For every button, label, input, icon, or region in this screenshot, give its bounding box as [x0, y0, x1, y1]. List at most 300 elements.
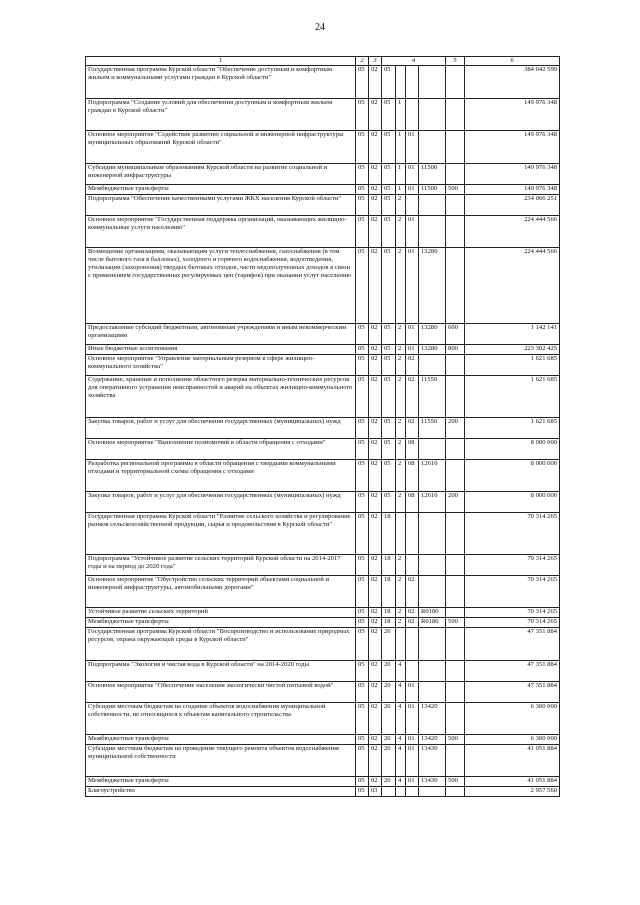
row-section: 05: [356, 131, 369, 164]
row-subsection: 02: [369, 164, 382, 185]
row-name: Основное мероприятие "Содействие развитию социальной и инженерной инфраструктуры муниципальных образований Курской области": [86, 131, 356, 164]
row-amount: 149 976 348: [465, 131, 560, 164]
row-subsection: 02: [369, 608, 382, 618]
row-subsection: 02: [369, 703, 382, 735]
row-direction: 13430: [419, 745, 446, 777]
row-section: 05: [356, 345, 369, 355]
row-expense-type: [446, 439, 465, 460]
row-program: 18: [382, 618, 396, 628]
row-program: 20: [382, 745, 396, 777]
row-activity: 02: [406, 576, 419, 608]
row-amount: 47 351 884: [465, 661, 560, 682]
table-row: [86, 99, 560, 131]
row-name: Межбюджетные трансферты: [86, 618, 356, 628]
row-program: 20: [382, 703, 396, 735]
row-program: 05: [382, 164, 396, 185]
row-name: Межбюджетные трансферты: [86, 185, 356, 195]
row-activity: [406, 661, 419, 682]
row-section: 05: [356, 576, 369, 608]
row-subsection: 02: [369, 618, 382, 628]
row-activity: [406, 628, 419, 661]
table-row: [86, 777, 560, 787]
row-program: 05: [382, 355, 396, 376]
row-expense-type: [446, 682, 465, 703]
row-subprogram: 4: [396, 682, 406, 703]
row-program: 05: [382, 195, 396, 216]
row-amount: 6 300 000: [465, 735, 560, 745]
row-subprogram: [396, 628, 406, 661]
row-subprogram: 2: [396, 418, 406, 439]
table-row: [86, 376, 560, 418]
table-row: [86, 216, 560, 248]
row-expense-type: [446, 460, 465, 492]
row-amount: 1 621 685: [465, 418, 560, 439]
row-program: 05: [382, 324, 396, 345]
row-subprogram: 4: [396, 777, 406, 787]
table-row: [86, 745, 560, 777]
row-program: 20: [382, 735, 396, 745]
row-activity: 01: [406, 682, 419, 703]
row-program: 05: [382, 248, 396, 324]
row-amount: 70 314 265: [465, 513, 560, 555]
row-subsection: 02: [369, 745, 382, 777]
row-direction: 11500: [419, 185, 446, 195]
table-row: [86, 703, 560, 735]
row-direction: 11550: [419, 418, 446, 439]
row-subsection: 02: [369, 131, 382, 164]
row-amount: 234 066 251: [465, 195, 560, 216]
row-amount: 41 051 884: [465, 777, 560, 787]
row-program: 20: [382, 682, 396, 703]
row-direction: [419, 576, 446, 608]
row-section: 05: [356, 513, 369, 555]
row-subprogram: 2: [396, 355, 406, 376]
row-section: 05: [356, 682, 369, 703]
row-activity: [406, 787, 419, 797]
table-row: [86, 418, 560, 439]
row-activity: 08: [406, 460, 419, 492]
row-activity: 01: [406, 216, 419, 248]
row-program: 05: [382, 66, 396, 99]
row-amount: 47 351 884: [465, 628, 560, 661]
table-row: [86, 164, 560, 185]
row-section: 05: [356, 164, 369, 185]
row-amount: 224 444 566: [465, 216, 560, 248]
row-direction: R0180: [419, 608, 446, 618]
row-section: 05: [356, 185, 369, 195]
row-expense-type: [446, 355, 465, 376]
row-name: Предоставление субсидий бюджетным, автономным учреждениям и иным некоммерческим организациям: [86, 324, 356, 345]
row-expense-type: 500: [446, 185, 465, 195]
row-program: 18: [382, 576, 396, 608]
row-subsection: 02: [369, 682, 382, 703]
row-activity: [406, 555, 419, 576]
row-name: Межбюджетные трансферты: [86, 735, 356, 745]
row-direction: [419, 787, 446, 797]
row-section: 05: [356, 418, 369, 439]
row-expense-type: [446, 745, 465, 777]
row-amount: 1 621 685: [465, 355, 560, 376]
row-subprogram: 2: [396, 248, 406, 324]
row-section: 05: [356, 555, 369, 576]
row-expense-type: [446, 787, 465, 797]
table-row: [86, 131, 560, 164]
row-program: 20: [382, 628, 396, 661]
row-section: 05: [356, 99, 369, 131]
row-section: 05: [356, 777, 369, 787]
row-section: 05: [356, 195, 369, 216]
row-subprogram: 2: [396, 608, 406, 618]
row-name: Устойчивое развитие сельских территорий: [86, 608, 356, 618]
row-name: Субсидии местным бюджетам на создание объектов водоснабжения муниципальной собственности, не относящихся к объектам капитального строительства: [86, 703, 356, 735]
table-row: [86, 787, 560, 797]
row-direction: [419, 355, 446, 376]
row-program: 18: [382, 608, 396, 618]
row-expense-type: 600: [446, 324, 465, 345]
header-col-3: 3: [369, 57, 382, 66]
row-program: 05: [382, 376, 396, 418]
row-name: Подпрограмма "Устойчивое развитие сельских территорий Курской области на 2014-2017 годы и на период до 2020 года": [86, 555, 356, 576]
row-expense-type: [446, 608, 465, 618]
row-expense-type: 500: [446, 618, 465, 628]
row-activity: 01: [406, 745, 419, 777]
row-program: 05: [382, 99, 396, 131]
row-subsection: 02: [369, 216, 382, 248]
row-expense-type: [446, 216, 465, 248]
row-direction: [419, 439, 446, 460]
table-row: [86, 661, 560, 682]
row-subprogram: 2: [396, 555, 406, 576]
row-section: 05: [356, 324, 369, 345]
row-name: Субсидии муниципальным образованиям Курской области на развитие социальной и инженерной инфраструктуры: [86, 164, 356, 185]
row-amount: 1 142 141: [465, 324, 560, 345]
row-expense-type: [446, 576, 465, 608]
row-expense-type: 500: [446, 735, 465, 745]
header-col-5: 5: [446, 57, 465, 66]
row-subsection: 02: [369, 345, 382, 355]
row-amount: 6 300 000: [465, 703, 560, 735]
row-amount: 70 314 265: [465, 576, 560, 608]
row-amount: 1 621 685: [465, 376, 560, 418]
row-amount: 2 957 560: [465, 787, 560, 797]
row-section: 05: [356, 628, 369, 661]
row-activity: 01: [406, 324, 419, 345]
row-subprogram: 2: [396, 618, 406, 628]
row-direction: 11500: [419, 164, 446, 185]
row-expense-type: [446, 99, 465, 131]
row-subsection: 02: [369, 735, 382, 745]
row-amount: 8 000 000: [465, 492, 560, 513]
row-direction: 13420: [419, 703, 446, 735]
row-program: 18: [382, 555, 396, 576]
row-activity: 02: [406, 608, 419, 618]
row-subprogram: 1: [396, 131, 406, 164]
row-subprogram: 2: [396, 345, 406, 355]
row-subprogram: 4: [396, 661, 406, 682]
row-subsection: 02: [369, 355, 382, 376]
table-row: [86, 66, 560, 99]
row-subsection: 02: [369, 555, 382, 576]
row-subsection: 02: [369, 418, 382, 439]
row-expense-type: [446, 661, 465, 682]
row-subsection: 02: [369, 376, 382, 418]
row-expense-type: 200: [446, 418, 465, 439]
row-amount: 8 000 000: [465, 439, 560, 460]
row-amount: 41 051 884: [465, 745, 560, 777]
row-section: 05: [356, 376, 369, 418]
table-row: [86, 460, 560, 492]
row-name: Межбюджетные трансферты: [86, 777, 356, 787]
row-program: 05: [382, 131, 396, 164]
row-direction: [419, 216, 446, 248]
row-section: 05: [356, 745, 369, 777]
table-row: [86, 608, 560, 618]
row-name: Субсидии местным бюджетам на проведение текущего ремонта объектов водоснабжения муниципальной собственности: [86, 745, 356, 777]
row-activity: 08: [406, 492, 419, 513]
row-subsection: 02: [369, 185, 382, 195]
row-name: Благоустройство: [86, 787, 356, 797]
table-row: [86, 195, 560, 216]
row-expense-type: [446, 703, 465, 735]
row-name: Государственная программа Курской области "Развитие сельского хозяйства и регулирование рынков сельскохозяйственной продукции, сырья и продовольствия в Курской области": [86, 513, 356, 555]
row-direction: 13280: [419, 345, 446, 355]
row-activity: 01: [406, 131, 419, 164]
row-subsection: 02: [369, 195, 382, 216]
row-expense-type: [446, 66, 465, 99]
header-col-6: 6: [465, 57, 560, 66]
row-subprogram: [396, 513, 406, 555]
row-direction: [419, 99, 446, 131]
row-subprogram: 2: [396, 324, 406, 345]
row-activity: [406, 513, 419, 555]
row-expense-type: 800: [446, 345, 465, 355]
row-direction: 13420: [419, 735, 446, 745]
row-name: Подпрограмма "Создание условий для обеспечения доступным и комфортным жильем граждан в Курской области": [86, 99, 356, 131]
row-subsection: 02: [369, 248, 382, 324]
row-direction: [419, 628, 446, 661]
row-activity: [406, 195, 419, 216]
row-subprogram: 4: [396, 703, 406, 735]
row-expense-type: [446, 513, 465, 555]
row-name: Иные бюджетные ассигнования: [86, 345, 356, 355]
row-program: 05: [382, 216, 396, 248]
row-subsection: 02: [369, 513, 382, 555]
row-name: Государственная программа Курской области "Обеспечение доступным и комфортным жильем и коммунальными услугами граждан в Курской области": [86, 66, 356, 99]
row-direction: [419, 661, 446, 682]
row-expense-type: [446, 248, 465, 324]
table-row: [86, 439, 560, 460]
row-subprogram: 1: [396, 185, 406, 195]
row-subprogram: 4: [396, 735, 406, 745]
table-row: [86, 248, 560, 324]
row-subprogram: 2: [396, 195, 406, 216]
row-activity: 02: [406, 618, 419, 628]
row-section: 05: [356, 661, 369, 682]
page-number: 24: [315, 22, 325, 33]
table-row: [86, 513, 560, 555]
header-col-2: 2: [356, 57, 369, 66]
row-activity: 08: [406, 439, 419, 460]
table-row: [86, 324, 560, 345]
table-row: [86, 618, 560, 628]
row-program: 18: [382, 513, 396, 555]
row-activity: 01: [406, 248, 419, 324]
row-subprogram: [396, 787, 406, 797]
row-expense-type: [446, 131, 465, 164]
row-subprogram: 2: [396, 439, 406, 460]
table-row: [86, 682, 560, 703]
row-program: 05: [382, 345, 396, 355]
row-name: Разработка региональной программы в области обращения с твердыми коммунальными отходами и территориальной схемы обращения с отходами: [86, 460, 356, 492]
row-name: Подпрограмма "Экология и чистая вода в Курской области" на 2014-2020 годы: [86, 661, 356, 682]
row-subprogram: 2: [396, 216, 406, 248]
row-subsection: 02: [369, 576, 382, 608]
row-name: Возмещение организациям, оказывающим услуги теплоснабжения, газоснабжения (в том числе бытового газа в баллонах), холодного и горячего водоснабжения, водоотведения, утилизации (захоронения) твердых бытовых отходов, части недополученных доходов в связи с применением государственных регулируемых цен (тарифов) при оказании услуг населению: [86, 248, 356, 324]
row-direction: R0180: [419, 618, 446, 628]
row-subsection: 02: [369, 460, 382, 492]
row-program: 20: [382, 777, 396, 787]
row-direction: [419, 513, 446, 555]
row-expense-type: 500: [446, 777, 465, 787]
row-activity: 01: [406, 703, 419, 735]
row-activity: [406, 99, 419, 131]
row-direction: 13280: [419, 248, 446, 324]
table-header-row: [86, 57, 560, 66]
row-amount: 70 314 265: [465, 618, 560, 628]
row-amount: 8 000 000: [465, 460, 560, 492]
row-direction: [419, 682, 446, 703]
row-program: 05: [382, 439, 396, 460]
row-expense-type: [446, 195, 465, 216]
row-direction: 13280: [419, 324, 446, 345]
row-direction: 13430: [419, 777, 446, 787]
row-expense-type: [446, 164, 465, 185]
row-expense-type: 200: [446, 492, 465, 513]
row-name: Основное мероприятие "Обеспечение населения экологически чистой питьевой водой": [86, 682, 356, 703]
row-program: 05: [382, 492, 396, 513]
row-activity: 01: [406, 185, 419, 195]
row-section: 05: [356, 618, 369, 628]
row-program: 05: [382, 460, 396, 492]
row-subsection: 02: [369, 628, 382, 661]
row-program: 05: [382, 418, 396, 439]
table-row: [86, 576, 560, 608]
row-activity: 01: [406, 735, 419, 745]
row-direction: [419, 66, 446, 99]
header-col-4: 4: [382, 57, 446, 66]
row-subprogram: 1: [396, 99, 406, 131]
row-section: 05: [356, 608, 369, 618]
row-subprogram: 2: [396, 376, 406, 418]
row-name: Государственная программа Курской области "Воспроизводство и использование природных ресурсов, охрана окружающей среды в Курской области": [86, 628, 356, 661]
row-activity: 02: [406, 418, 419, 439]
row-subsection: 02: [369, 66, 382, 99]
row-direction: 12610: [419, 460, 446, 492]
row-subsection: 03: [369, 787, 382, 797]
row-subprogram: 2: [396, 576, 406, 608]
row-subprogram: [396, 66, 406, 99]
row-section: 05: [356, 66, 369, 99]
row-section: 05: [356, 355, 369, 376]
row-name: Основное мероприятие "Государственная поддержка организаций, оказывающих жилищно-коммунальные услуги населению": [86, 216, 356, 248]
row-program: 20: [382, 661, 396, 682]
row-program: 05: [382, 185, 396, 195]
row-section: 05: [356, 460, 369, 492]
row-expense-type: [446, 376, 465, 418]
row-section: 05: [356, 492, 369, 513]
row-activity: 01: [406, 345, 419, 355]
row-amount: 149 976 348: [465, 185, 560, 195]
row-section: 05: [356, 439, 369, 460]
table-row: [86, 628, 560, 661]
row-subsection: 02: [369, 324, 382, 345]
row-program: [382, 787, 396, 797]
row-activity: 01: [406, 777, 419, 787]
row-amount: 70 314 265: [465, 608, 560, 618]
row-name: Содержание, хранение и пополнение областного резерва материально-технических ресурсов для оперативного устранения неисправностей и аварий на объектах жилищно-коммунального хозяйства: [86, 376, 356, 418]
row-name: Основное мероприятие "Выполнение полномочий в области обращения с отходами": [86, 439, 356, 460]
budget-table: [85, 56, 560, 797]
row-name: Подпрограмма "Обеспечение качественными услугами ЖКХ населения Курской области": [86, 195, 356, 216]
row-subprogram: 4: [396, 745, 406, 777]
table-row: [86, 735, 560, 745]
row-subsection: 02: [369, 777, 382, 787]
row-section: 05: [356, 216, 369, 248]
row-activity: [406, 66, 419, 99]
row-activity: 02: [406, 376, 419, 418]
row-direction: [419, 195, 446, 216]
row-subsection: 02: [369, 492, 382, 513]
table-row: [86, 185, 560, 195]
row-name: Основное мероприятие "Управление материальным резервом в сфере жилищно-коммунального хозяйства": [86, 355, 356, 376]
row-expense-type: [446, 555, 465, 576]
row-subprogram: 1: [396, 164, 406, 185]
row-name: Закупка товаров, работ и услуг для обеспечения государственных (муниципальных) нужд: [86, 492, 356, 513]
row-expense-type: [446, 628, 465, 661]
row-section: 05: [356, 735, 369, 745]
row-subprogram: 2: [396, 492, 406, 513]
row-amount: 70 314 265: [465, 555, 560, 576]
row-section: 05: [356, 248, 369, 324]
table-row: [86, 355, 560, 376]
row-name: Основное мероприятие "Обустройство сельских территорий объектами социальной и инженерной инфраструктуры, автомобильными дорогами": [86, 576, 356, 608]
row-subsection: 02: [369, 99, 382, 131]
row-direction: [419, 131, 446, 164]
row-activity: 02: [406, 355, 419, 376]
row-amount: 149 976 348: [465, 99, 560, 131]
row-direction: 12610: [419, 492, 446, 513]
row-amount: 149 976 348: [465, 164, 560, 185]
table-row: [86, 555, 560, 576]
row-direction: [419, 555, 446, 576]
row-amount: 384 042 599: [465, 66, 560, 99]
table-body: [86, 66, 560, 797]
row-activity: 01: [406, 164, 419, 185]
row-subsection: 02: [369, 661, 382, 682]
row-subsection: 02: [369, 439, 382, 460]
row-name: Закупка товаров, работ и услуг для обеспечения государственных (муниципальных) нужд: [86, 418, 356, 439]
row-direction: 11550: [419, 376, 446, 418]
header-col-1: 1: [86, 57, 356, 66]
row-amount: 224 444 566: [465, 248, 560, 324]
row-subprogram: 2: [396, 460, 406, 492]
row-section: 05: [356, 787, 369, 797]
table-row: [86, 345, 560, 355]
row-amount: 223 302 425: [465, 345, 560, 355]
row-amount: 47 351 884: [465, 682, 560, 703]
row-section: 05: [356, 703, 369, 735]
table-row: [86, 492, 560, 513]
